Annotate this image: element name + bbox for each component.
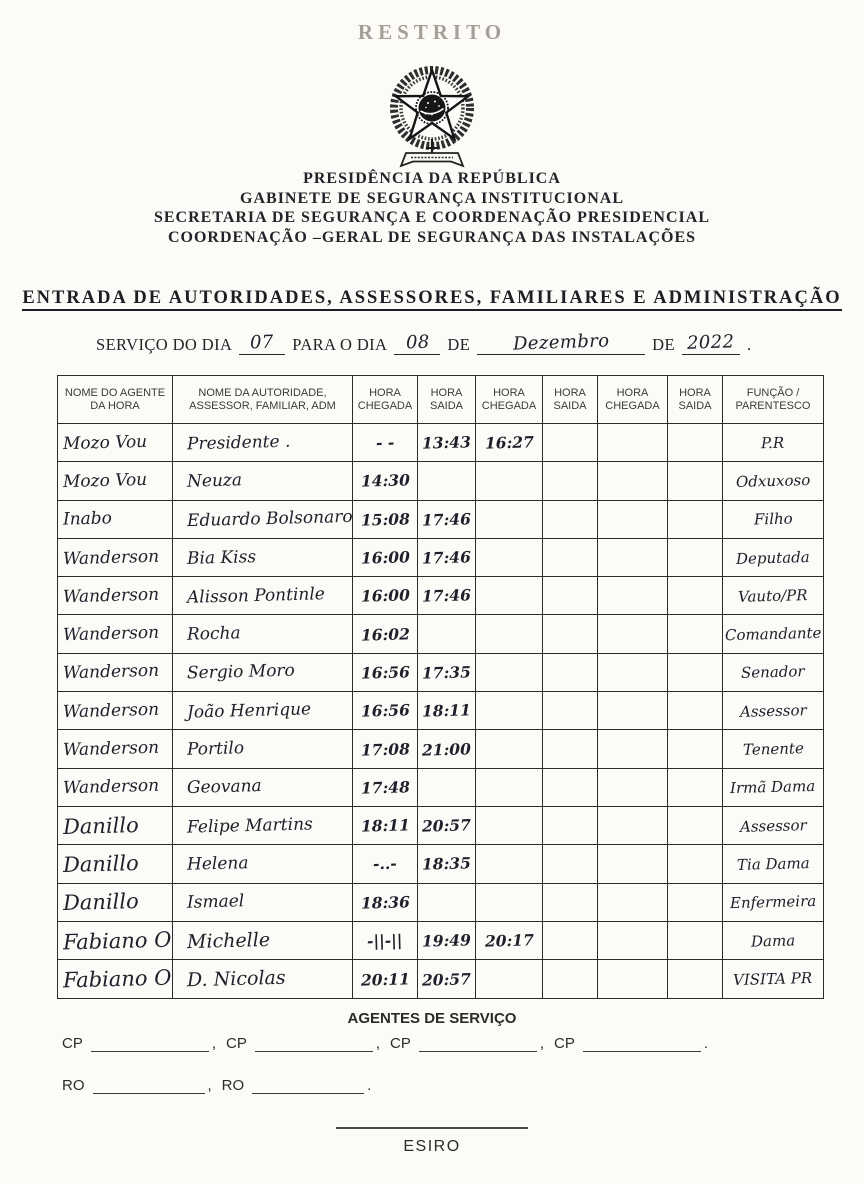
handwritten-agent: Inabo [62, 508, 113, 530]
cell-agent [58, 884, 173, 922]
handwritten-arrival1: 20:11 [360, 969, 410, 990]
handwritten-arrival1: 17:48 [360, 777, 410, 798]
cell-role [723, 654, 823, 692]
handwritten-departure1: 19:49 [421, 930, 472, 951]
brazil-star-emblem-icon [382, 62, 482, 174]
handwritten-authority: Helena [186, 853, 249, 875]
entry-table-body [58, 424, 823, 998]
cp-field [226, 1034, 373, 1052]
handwritten-arrival1: 16:02 [360, 623, 410, 645]
cp-line [62, 1034, 718, 1052]
cell-departure2 [543, 960, 598, 998]
cell-departure2 [543, 654, 598, 692]
cell-role [723, 692, 823, 730]
table-row [58, 424, 823, 462]
handwritten-authority: Presidente . [186, 431, 291, 454]
para-label: PARA O DIA [292, 335, 388, 354]
cell-arrival1 [353, 845, 418, 883]
org-line-3: SECRETARIA DE SEGURANÇA E COORDENAÇÃO PRESIDENCIAL [153, 209, 710, 226]
cell-role [723, 922, 823, 960]
cell-authority [173, 922, 353, 960]
table-row [58, 539, 823, 577]
restrito-stamp: RESTRITO [357, 20, 507, 44]
cell-arrival2 [476, 884, 543, 922]
cell-role [723, 769, 823, 807]
handwritten-role: Dama [750, 930, 796, 951]
cell-departure3 [668, 922, 723, 960]
table-row [58, 769, 823, 807]
cell-departure2 [543, 845, 598, 883]
table-row [58, 845, 823, 883]
header-cell: NOME DO AGENTE DA HORA [58, 376, 173, 424]
year-field [682, 332, 740, 355]
cell-arrival3 [598, 769, 668, 807]
cell-arrival3 [598, 577, 668, 615]
cell-departure2 [543, 424, 598, 462]
cp-field-underline [419, 1034, 537, 1052]
cp-field-underline [583, 1034, 701, 1052]
cell-agent [58, 922, 173, 960]
handwritten-agent: Wanderson [62, 546, 160, 569]
cell-authority [173, 539, 353, 577]
day-to-value: 08 [405, 331, 430, 354]
cell-arrival2 [476, 769, 543, 807]
table-row [58, 922, 823, 960]
cell-departure2 [543, 769, 598, 807]
handwritten-agent: Mozo Vou [62, 469, 148, 493]
separator: , [207, 1077, 212, 1094]
day-from-value: 07 [250, 331, 275, 354]
cell-departure1 [418, 462, 476, 500]
handwritten-authority: Ismael [186, 891, 245, 913]
cell-departure2 [543, 807, 598, 845]
handwritten-arrival2: 16:27 [484, 432, 534, 453]
day-from-field [239, 332, 285, 355]
cp-field-underline [255, 1034, 373, 1052]
cell-arrival2 [476, 960, 543, 998]
table-row [58, 807, 823, 845]
cell-arrival3 [598, 884, 668, 922]
separator: . [703, 1035, 709, 1052]
cell-agent [58, 654, 173, 692]
handwritten-agent: Wanderson [62, 737, 160, 761]
cell-arrival1 [353, 424, 418, 462]
header-cell: FUNÇÃO / PARENTESCO [723, 376, 823, 424]
cell-arrival2 [476, 501, 543, 539]
cell-authority [173, 960, 353, 998]
handwritten-arrival1: 17:08 [360, 738, 410, 760]
handwritten-agent: Mozo Vou [62, 431, 148, 454]
cell-agent [58, 845, 173, 883]
cell-agent [58, 692, 173, 730]
org-line-4: COORDENAÇÃO –GERAL DE SEGURANÇA DAS INSTALAÇÕES [167, 228, 697, 246]
cell-departure1 [418, 424, 476, 462]
cell-agent [58, 807, 173, 845]
cell-arrival1 [353, 615, 418, 653]
cell-arrival2 [476, 539, 543, 577]
cell-agent [58, 577, 173, 615]
de-label-2: DE [652, 335, 675, 354]
cell-departure1 [418, 884, 476, 922]
cell-role [723, 845, 823, 883]
cell-agent [58, 615, 173, 653]
cell-arrival2 [476, 922, 543, 960]
cell-agent [58, 960, 173, 998]
cell-authority [173, 884, 353, 922]
cell-arrival3 [598, 845, 668, 883]
handwritten-arrival1: 15:08 [360, 509, 410, 530]
cell-departure1 [418, 654, 476, 692]
cell-departure3 [668, 807, 723, 845]
handwritten-role: Tia Dama [736, 853, 810, 874]
handwritten-departure1: 18:35 [421, 853, 472, 875]
handwritten-agent: Wanderson [62, 584, 160, 608]
handwritten-agent: Wanderson [62, 776, 160, 799]
month-field [477, 332, 645, 355]
handwritten-authority: Sergio Moro [186, 661, 296, 684]
cell-departure3 [668, 845, 723, 883]
handwritten-arrival2: 20:17 [484, 930, 534, 951]
cell-arrival1 [353, 692, 418, 730]
cell-arrival2 [476, 424, 543, 462]
cell-arrival1 [353, 960, 418, 998]
cell-role [723, 501, 823, 539]
cell-arrival1 [353, 539, 418, 577]
cell-departure3 [668, 769, 723, 807]
cell-authority [173, 501, 353, 539]
handwritten-authority: Alisson Pontinle [186, 584, 326, 608]
handwritten-departure1: 18:11 [421, 700, 472, 721]
cell-departure3 [668, 501, 723, 539]
cell-departure2 [543, 730, 598, 768]
org-line-1: PRESIDÊNCIA DA REPÚBLICA [303, 170, 561, 187]
table-row [58, 884, 823, 922]
cell-arrival1 [353, 730, 418, 768]
handwritten-role: Filho [753, 509, 793, 529]
handwritten-departure1: 20:57 [421, 815, 472, 836]
cell-departure3 [668, 577, 723, 615]
table-row [58, 692, 823, 730]
handwritten-authority: Neuza [186, 470, 243, 492]
cell-role [723, 424, 823, 462]
cell-agent [58, 424, 173, 462]
cell-arrival3 [598, 692, 668, 730]
ro-field [62, 1076, 205, 1094]
cp-field-underline [91, 1034, 209, 1052]
cell-arrival3 [598, 615, 668, 653]
cell-departure2 [543, 884, 598, 922]
handwritten-arrival1: 18:11 [360, 815, 410, 836]
handwritten-role: Tenente [742, 739, 804, 759]
handwritten-arrival1: -||-|| [367, 930, 403, 951]
cell-authority [173, 769, 353, 807]
table-row [58, 615, 823, 653]
cell-arrival1 [353, 922, 418, 960]
service-line-period: . [746, 335, 752, 354]
cell-departure1 [418, 730, 476, 768]
cell-role [723, 730, 823, 768]
header-cell: HORA CHEGADA [353, 376, 418, 424]
cell-arrival3 [598, 654, 668, 692]
cell-authority [173, 845, 353, 883]
header-cell: HORA SAIDA [418, 376, 476, 424]
handwritten-departure1: 17:46 [421, 585, 472, 606]
handwritten-departure1: 21:00 [421, 738, 472, 760]
cell-departure2 [543, 922, 598, 960]
entry-table [57, 375, 824, 999]
handwritten-role: Comandante [724, 623, 822, 645]
cell-arrival3 [598, 462, 668, 500]
org-header [0, 169, 864, 247]
cell-arrival2 [476, 577, 543, 615]
cell-arrival2 [476, 615, 543, 653]
handwritten-departure1: 17:35 [421, 662, 472, 683]
year-value: 2022 [686, 331, 736, 354]
handwritten-arrival1: 18:36 [360, 892, 410, 913]
cell-departure1 [418, 501, 476, 539]
cell-arrival1 [353, 462, 418, 500]
cell-role [723, 960, 823, 998]
cell-departure3 [668, 692, 723, 730]
cp-field [62, 1034, 209, 1052]
cell-authority [173, 654, 353, 692]
handwritten-authority: Felipe Martins [186, 813, 314, 838]
separator: . [367, 1077, 372, 1094]
ro-field-underline [252, 1076, 364, 1094]
cell-departure3 [668, 539, 723, 577]
cell-departure1 [418, 769, 476, 807]
cell-departure3 [668, 424, 723, 462]
month-value: Dezembro [512, 330, 610, 355]
cell-departure2 [543, 577, 598, 615]
handwritten-arrival1: 16:00 [360, 585, 410, 606]
cell-arrival1 [353, 884, 418, 922]
cell-departure2 [543, 462, 598, 500]
cp-field-label: CP [390, 1035, 411, 1052]
cell-authority [173, 577, 353, 615]
cell-role [723, 539, 823, 577]
handwritten-agent: Danillo [62, 812, 139, 839]
cp-field-label: CP [226, 1035, 247, 1052]
table-row [58, 577, 823, 615]
signature-line [336, 1126, 528, 1129]
service-line [96, 332, 752, 355]
handwritten-arrival1: 16:56 [360, 700, 410, 721]
handwritten-agent: Wanderson [62, 661, 160, 684]
header-cell: NOME DA AUTORIDADE, ASSESSOR, FAMILIAR, ADM [173, 376, 353, 424]
cell-authority [173, 807, 353, 845]
header-cell: HORA CHEGADA [476, 376, 543, 424]
cell-arrival2 [476, 692, 543, 730]
signature-label: ESIRO [403, 1138, 461, 1155]
cell-agent [58, 462, 173, 500]
cell-departure1 [418, 845, 476, 883]
cell-arrival3 [598, 501, 668, 539]
handwritten-agent: Danillo [62, 850, 139, 877]
cell-arrival2 [476, 654, 543, 692]
cell-departure2 [543, 615, 598, 653]
cell-arrival1 [353, 654, 418, 692]
handwritten-authority: Bia Kiss [186, 546, 257, 569]
cell-agent [58, 769, 173, 807]
cell-departure1 [418, 577, 476, 615]
cell-departure3 [668, 462, 723, 500]
handwritten-departure1: 20:57 [421, 969, 472, 990]
cell-arrival3 [598, 807, 668, 845]
signature-block [0, 1126, 864, 1156]
cell-departure2 [543, 539, 598, 577]
separator: , [211, 1035, 217, 1052]
table-row [58, 501, 823, 539]
cp-field [554, 1034, 701, 1052]
handwritten-authority: Geovana [186, 776, 262, 799]
cell-agent [58, 501, 173, 539]
cell-arrival3 [598, 960, 668, 998]
cell-authority [173, 730, 353, 768]
handwritten-role: Irmã Dama [730, 777, 816, 798]
cell-arrival3 [598, 922, 668, 960]
handwritten-arrival1: 16:56 [360, 662, 410, 683]
handwritten-agent: Danillo [62, 889, 139, 916]
form-title [0, 288, 864, 309]
handwritten-role: Vauto/PR [737, 585, 809, 606]
cp-field-label: CP [554, 1035, 575, 1052]
handwritten-departure1: 13:43 [421, 432, 472, 453]
cell-arrival2 [476, 462, 543, 500]
handwritten-departure1: 17:46 [421, 509, 472, 530]
cell-departure2 [543, 501, 598, 539]
table-row [58, 654, 823, 692]
cell-departure1 [418, 922, 476, 960]
handwritten-authority: Portilo [186, 738, 245, 760]
handwritten-arrival1: 16:00 [360, 547, 410, 568]
ro-field [222, 1076, 365, 1094]
handwritten-authority: Michelle [186, 928, 271, 953]
handwritten-authority: D. Nicolas [186, 967, 286, 992]
cell-authority [173, 462, 353, 500]
handwritten-authority: Eduardo Bolsonaro [186, 507, 353, 532]
handwritten-role: Odxuxoso [735, 470, 811, 491]
ro-field-label: RO [62, 1077, 85, 1094]
cp-field-label: CP [62, 1035, 83, 1052]
cell-arrival1 [353, 577, 418, 615]
entry-table-header [58, 376, 823, 424]
handwritten-agent: Fabiano O [62, 927, 172, 954]
ro-line [62, 1076, 381, 1094]
cell-arrival1 [353, 769, 418, 807]
cell-arrival3 [598, 730, 668, 768]
header-cell: HORA SAIDA [668, 376, 723, 424]
cell-departure3 [668, 960, 723, 998]
handwritten-role: Enfermeira [729, 892, 817, 913]
handwritten-role: Assessor [739, 700, 807, 721]
handwritten-role: Deputada [735, 547, 811, 568]
table-row [58, 960, 823, 998]
cell-departure3 [668, 654, 723, 692]
cell-role [723, 462, 823, 500]
cell-departure3 [668, 730, 723, 768]
cell-departure3 [668, 884, 723, 922]
handwritten-arrival1: - - [375, 432, 395, 453]
cell-authority [173, 615, 353, 653]
separator: , [375, 1035, 381, 1052]
handwritten-role: Senador [740, 662, 806, 683]
cell-arrival1 [353, 807, 418, 845]
cell-arrival2 [476, 807, 543, 845]
agents-section-title: AGENTES DE SERVIÇO [347, 1010, 517, 1027]
handwritten-authority: Rocha [186, 623, 241, 645]
day-to-field [394, 332, 440, 355]
cell-role [723, 615, 823, 653]
handwritten-agent: Wanderson [62, 699, 160, 722]
ro-field-underline [93, 1076, 205, 1094]
handwritten-authority: João Henrique [186, 699, 312, 723]
cell-arrival3 [598, 424, 668, 462]
coat-of-arms [382, 62, 482, 170]
cell-departure1 [418, 960, 476, 998]
cell-agent [58, 730, 173, 768]
cell-role [723, 807, 823, 845]
header-cell: HORA CHEGADA [598, 376, 668, 424]
table-row [58, 462, 823, 500]
handwritten-arrival1: 14:30 [360, 470, 410, 492]
ro-field-label: RO [221, 1077, 245, 1094]
de-label-1: DE [447, 335, 471, 354]
cell-departure2 [543, 692, 598, 730]
handwritten-agent: Wanderson [62, 622, 160, 646]
cell-authority [173, 692, 353, 730]
cell-arrival2 [476, 845, 543, 883]
cp-field [390, 1034, 537, 1052]
separator: , [539, 1035, 545, 1052]
cell-agent [58, 539, 173, 577]
org-line-2: GABINETE DE SEGURANÇA INSTITUCIONAL [240, 189, 624, 207]
cell-authority [173, 424, 353, 462]
table-row [58, 730, 823, 768]
cell-arrival1 [353, 501, 418, 539]
handwritten-arrival1: -..- [372, 854, 398, 874]
cell-arrival3 [598, 539, 668, 577]
handwritten-role: Assessor [739, 815, 807, 836]
handwritten-departure1: 17:46 [421, 547, 472, 568]
cell-arrival2 [476, 730, 543, 768]
cell-departure1 [418, 807, 476, 845]
cell-role [723, 884, 823, 922]
cell-departure1 [418, 539, 476, 577]
handwritten-role: VISITA PR [733, 969, 813, 990]
cell-role [723, 577, 823, 615]
cell-departure1 [418, 615, 476, 653]
handwritten-role: P.R [761, 433, 785, 452]
form-title-text: ENTRADA DE AUTORIDADES, ASSESSORES, FAMILIARES E ADMINISTRAÇÃO [22, 288, 841, 311]
cell-departure1 [418, 692, 476, 730]
handwritten-agent: Fabiano O [62, 965, 172, 993]
service-label: SERVIÇO DO DIA [96, 335, 233, 354]
cell-departure3 [668, 615, 723, 653]
header-cell: HORA SAIDA [543, 376, 598, 424]
